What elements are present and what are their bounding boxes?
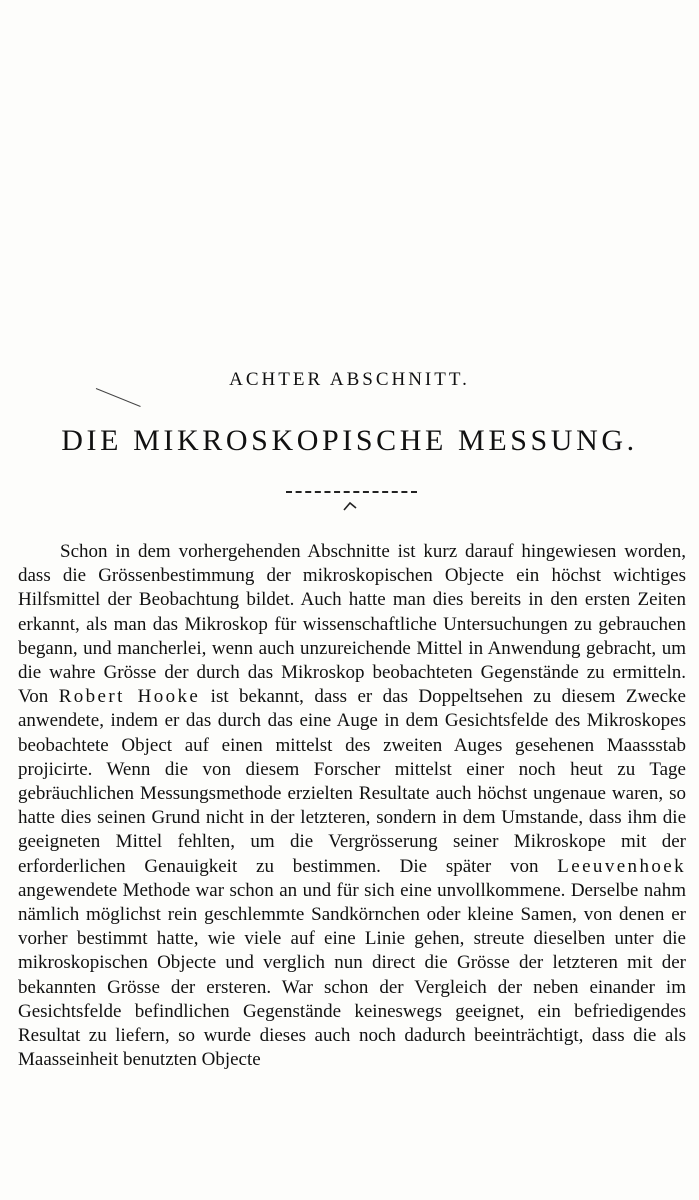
name-robert-hooke: Robert Hooke [58,686,201,708]
paragraph-text-part-3: angewendete Methode war schon an und für sich eine unvollkommene. Derselbe nahm nämlich möglichst rein geschlemmte Sandkörnchen oder kleine Samen, von denen er vorher bestimmt hatte, wie viele auf eine Linie gehen, streute dieselben unter die mikroskopischen Objecte und verglich nun direct die Grösse der letzteren mit der bekannten Grösse der ersteren. War schon der Vergleich der neben einander im Gesichtsfelde befindlichen Gegenstände keineswegs geeignet, ein befriedigendes Resultat zu liefern, so wurde dieses auch noch dadurch beeinträchtigt, dass die als Maasseinheit benutzten Objecte [18,879,686,1071]
chapter-title: DIE MIKROSKOPISCHE MESSUNG. [61,424,638,457]
section-heading: ACHTER ABSCHNITT. [229,369,470,390]
body-paragraph [18,540,686,1072]
name-leeuvenhoek: Leeuvenhoek [557,855,686,877]
ornament-caret-icon [342,500,358,512]
dashed-divider [286,491,417,493]
paragraph-text-part-1: Schon in dem vorhergehenden Abschnitte ist kurz darauf hingewiesen worden, dass die Grössenbestimmung der mikroskopischen Objecte ein höchst wichtiges Hilfsmittel der Beobachtung bildet. Auch hatte man dies bereits in den ersten Zeiten erkannt, als man das Mikroskop für wissenschaftliche Untersuchungen zu gebrauchen begann, und mancherlei, wenn auch unzureichende Mittel in Anwendung gebracht, um die wahre Grösse der durch das Mikroskop beobachteten Gegenstände zu ermitteln. Von [18,541,686,708]
paragraph-text-part-2: ist bekannt, dass er das Doppeltsehen zu diesem Zwecke anwendete, indem er das durch das eine Auge in dem Gesichtsfelde des Mikroskopes beobachtete Object auf einen mittelst des zweiten Auges gesehenen Maassstab projicirte. Wenn die von diesem Forscher mittelst einer noch heut zu Tage gebräuchlichen Messungsmethode erzielten Resultate auch höchst ungenaue waren, so hatte dies seinen Grund nicht in der letzteren, sondern in dem Umstande, dass ihm die geeigneten Mittel fehlten, um die Vergrösserung seiner Mikroskope mit der erforderlichen Genauigkeit zu bestimmen. Die später von [18,686,686,877]
